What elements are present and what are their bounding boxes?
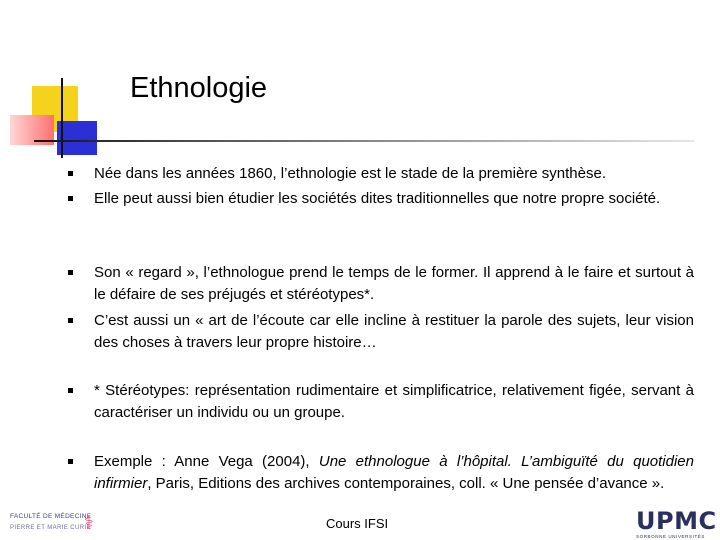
faculty-logo-line1: FACULTÉ DE MÉDECINE <box>10 513 92 520</box>
bullet-item-example <box>94 451 694 495</box>
upmc-logo-mark: UPMC <box>636 507 717 535</box>
example-book-title: Une ethnologue à l’hôpital. L’ambiguïté du quotidien infirmier <box>94 453 694 492</box>
slide-title: Ethnologie <box>130 72 268 104</box>
bullet-item: C’est aussi un « art de l’écoute car elle incline à restituer la parole des sujets, leur vision des choses à travers leur propre histoire… <box>94 310 694 354</box>
example-prefix: Exemple : Anne Vega (2004), <box>94 453 319 470</box>
upmc-logo <box>636 509 716 539</box>
bullet-item: Son « regard », l’ethnologue prend le temps de le former. Il apprend à le faire et surtout à le défaire de ses préjugés et stéréotypes*. <box>94 262 694 306</box>
bullet-item: Elle peut aussi bien étudier les sociétés dites traditionnelles que notre propre société. <box>94 188 694 210</box>
upmc-logo-subtitle: SORBONNE UNIVERSITÉS <box>636 534 706 539</box>
example-suffix: , Paris, Editions des archives contemporaines, coll. « Une pensée d’avance ». <box>147 475 665 492</box>
caduceus-icon: ⚕ <box>84 513 94 533</box>
bullet-item: * Stéréotypes: représentation rudimentaire et simplificatrice, relativement figée, servant à caractériser un individu ou un groupe. <box>94 380 694 424</box>
bullet-item: Née dans les années 1860, l’ethnologie est le stade de la première synthèse. <box>94 163 694 185</box>
footer-text: Cours IFSI <box>326 516 389 531</box>
faculty-logo-line2: PIERRE ET MARIE CURIE <box>10 525 91 531</box>
faculty-logo <box>10 511 120 538</box>
